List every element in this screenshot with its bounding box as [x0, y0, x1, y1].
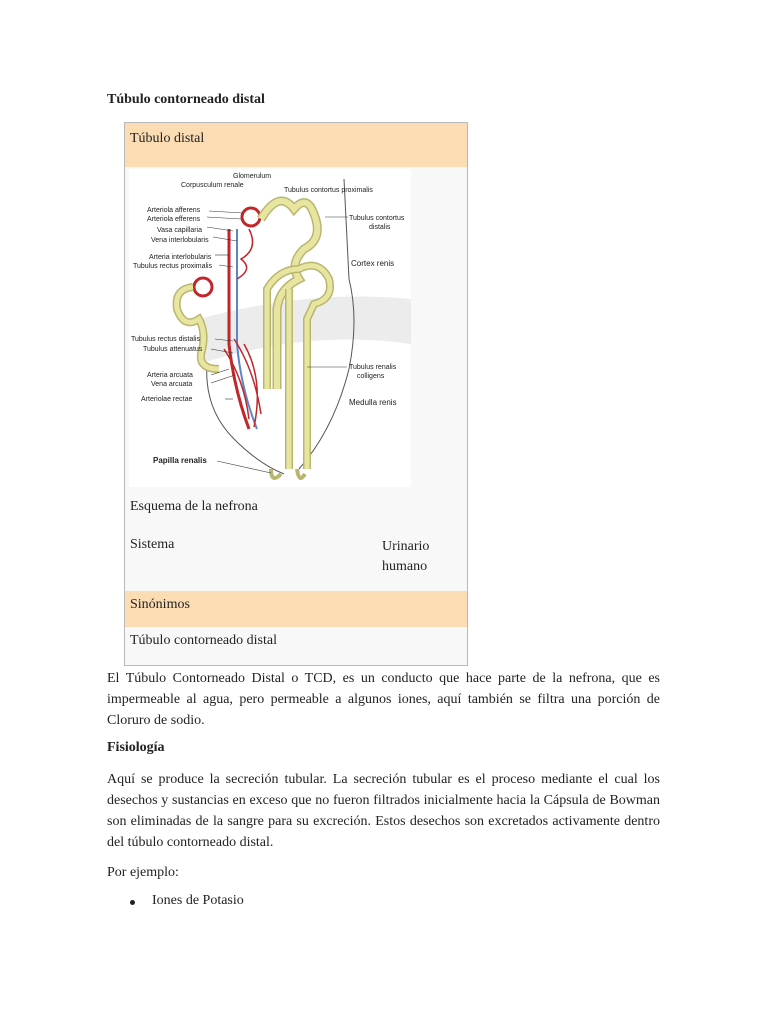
- paragraph-physiology: Aquí se produce la secreción tubular. La secreción tubular es el proceso mediante el cual los desechos y sustancias en exceso que no fueron filtrados inicialmente hacia la Cápsula de Bowman son eliminadas de la sangre para su excreción. Estos desechos son excretados activamente dentro del túbulo contorneado distal.: [107, 772, 660, 850]
- infobox-header: [125, 123, 467, 167]
- label-contortus-distalis-2: distalis: [369, 224, 391, 231]
- infobox-row-synonyms: [125, 591, 467, 627]
- label-glomerulum: Glomerulum: [233, 173, 272, 180]
- system-value: Urinario humano: [382, 539, 430, 574]
- label-eff: Arteriola efferens: [147, 216, 201, 223]
- nephron-diagram: [129, 169, 411, 487]
- label-art-inter: Arteria interlobularis: [149, 254, 212, 261]
- glomerulus-upper: [242, 208, 260, 226]
- label-cortex: Cortex renis: [351, 259, 395, 268]
- example-list: [130, 893, 244, 909]
- label-renalis-1: Tubulus renalis: [349, 364, 397, 371]
- capillaries: [237, 229, 253, 279]
- list-item-text: Iones de Potasio: [152, 893, 244, 908]
- label-rectus-prox: Tubulus rectus proximalis: [133, 263, 213, 270]
- label-rectus-dist: Tubulus rectus distalis: [131, 336, 200, 343]
- label-vena-arcuata: Vena arcuata: [151, 381, 193, 388]
- label-art-arcuata: Arteria arcuata: [147, 372, 193, 379]
- infobox-header-text: Túbulo distal: [130, 131, 205, 146]
- nephron-diagram-svg: [129, 169, 411, 487]
- glomerulus-lower: [194, 278, 212, 296]
- list-item: [130, 893, 244, 909]
- label-prox: Tubulus contortus proximalis: [284, 187, 373, 194]
- synonyms-value: Túbulo contorneado distal: [130, 633, 277, 648]
- label-renalis-2: colligens: [357, 373, 385, 380]
- label-attenuatus: Tubulus attenuatus: [143, 346, 203, 353]
- label-vena-inter: Vena interlobularis: [151, 237, 209, 244]
- label-contortus-distalis-1: Tubulus contortus: [349, 215, 405, 222]
- paragraph-example: Por ejemplo:: [107, 865, 179, 880]
- label-papilla: Papilla renalis: [153, 456, 207, 465]
- bullet-icon: [130, 900, 135, 905]
- label-aff: Arteriola afferens: [147, 207, 201, 214]
- infobox: [124, 122, 468, 666]
- label-rectae: Arteriolae rectae: [141, 396, 193, 403]
- paragraph-intro: El Túbulo Contorneado Distal o TCD, es un conducto que hace parte de la nefrona, que es impermeable al agua, pero permeable a algunos iones, aquí también se filtra una porción de Cloruro de sodio.: [107, 671, 660, 728]
- infobox-row-system: [125, 531, 467, 587]
- section-title: Fisiología: [107, 740, 165, 755]
- infobox-caption: Esquema de la nefrona: [130, 499, 258, 514]
- synonyms-label: Sinónimos: [130, 597, 190, 612]
- label-corpusculum: Corpusculum renale: [181, 182, 244, 189]
- label-vasa: Vasa capillaria: [157, 227, 203, 234]
- document-title: Túbulo contorneado distal: [107, 92, 265, 107]
- system-label: Sistema: [130, 537, 175, 552]
- label-medulla: Medulla renis: [349, 398, 397, 407]
